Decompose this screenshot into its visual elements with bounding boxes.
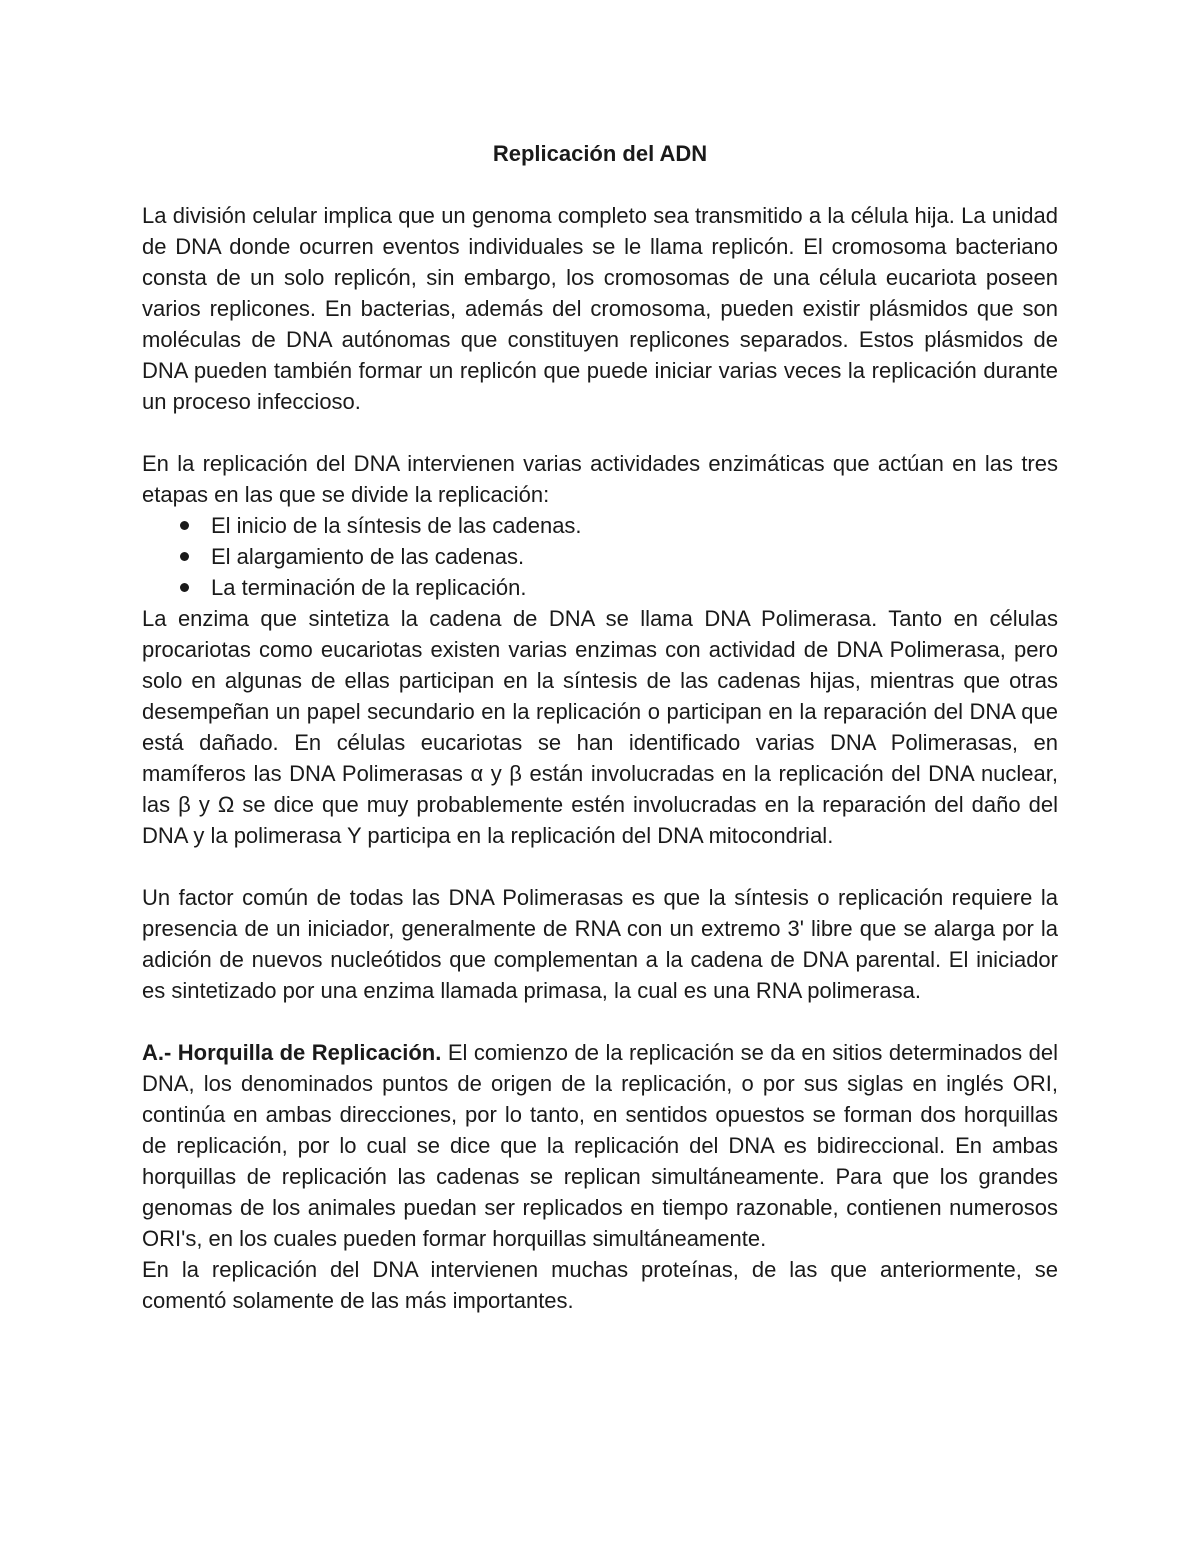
paragraph-dna-polymerase: La enzima que sintetiza la cadena de DNA se llama DNA Polimerasa. Tanto en células procariotas como eucariotas existen varias enzimas con actividad de DNA Polimerasa, pero solo en algunas de ellas participan en la síntesis de las cadenas hijas, mientras que otras desempeñan un papel secundario en la replicación o participan en la reparación del DNA que está dañado. En células eucariotas se han identificado varias DNA Polimerasas, en mamíferos las DNA Polimerasas α y β están involucradas en la replicación del DNA nuclear, las β y Ω se dice que muy probablemente estén involucradas en la reparación del daño del DNA y la polimerasa Y participa en la replicación del DNA mitocondrial. [142, 606, 1058, 848]
paragraph-spacer [142, 851, 1058, 882]
list-item [142, 510, 1058, 541]
list-item [142, 572, 1058, 603]
paragraph-spacer [142, 417, 1058, 448]
paragraph-spacer [142, 1006, 1058, 1037]
list-item-text: La terminación de la replicación. [211, 575, 527, 600]
paragraph-enzymatic-activities: En la replicación del DNA intervienen varias actividades enzimáticas que actúan en las tres etapas en las que se divide la replicación: [142, 451, 1058, 507]
list-item-text: El inicio de la síntesis de las cadenas. [211, 513, 582, 538]
list-item-text: El alargamiento de las cadenas. [211, 544, 525, 569]
replication-stages-list [142, 510, 1058, 603]
document-page [142, 138, 1058, 1316]
paragraph-intro: La división celular implica que un genoma completo sea transmitido a la célula hija. La unidad de DNA donde ocurren eventos individuales se le llama replicón. El cromosoma bacteriano consta de un solo replicón, sin embargo, los cromosomas de una célula eucariota poseen varios replicones. En bacterias, además del cromosoma, pueden existir plásmidos que son moléculas de DNA autónomas que constituyen replicones separados. Estos plásmidos de DNA pueden también formar un replicón que puede iniciar varias veces la replicación durante un proceso infeccioso. [142, 203, 1058, 414]
bullet-icon [180, 583, 189, 592]
list-item [142, 541, 1058, 572]
paragraph-primer: Un factor común de todas las DNA Polimerasas es que la síntesis o replicación requiere la presencia de un iniciador, generalmente de RNA con un extremo 3' libre que se alarga por la adición de nuevos nucleótidos que complementan a la cadena de DNA parental. El iniciador es sintetizado por una enzima llamada primasa, la cual es una RNA polimerasa. [142, 885, 1058, 1003]
paragraph-replication-fork [142, 1037, 1058, 1254]
section-a-text: El comienzo de la replicación se da en sitios determinados del DNA, los denominados puntos de origen de la replicación, o por sus siglas en inglés ORI, continúa en ambas direcciones, por lo tanto, en sentidos opuestos se forman dos horquillas de replicación, por lo cual se dice que la replicación del DNA es bidireccional. En ambas horquillas de replicación las cadenas se replican simultáneamente. Para que los grandes genomas de los animales puedan ser replicados en tiempo razonable, contienen numerosos ORI's, en los cuales pueden formar horquillas simultáneamente. [142, 1040, 1058, 1251]
bullet-icon [180, 552, 189, 561]
paragraph-proteins: En la replicación del DNA intervienen muchas proteínas, de las que anteriormente, se comentó solamente de las más importantes. [142, 1257, 1058, 1313]
bullet-icon [180, 521, 189, 530]
document-title: Replicación del ADN [492, 141, 708, 166]
section-a-heading: A.- Horquilla de Replicación. [142, 1040, 442, 1065]
